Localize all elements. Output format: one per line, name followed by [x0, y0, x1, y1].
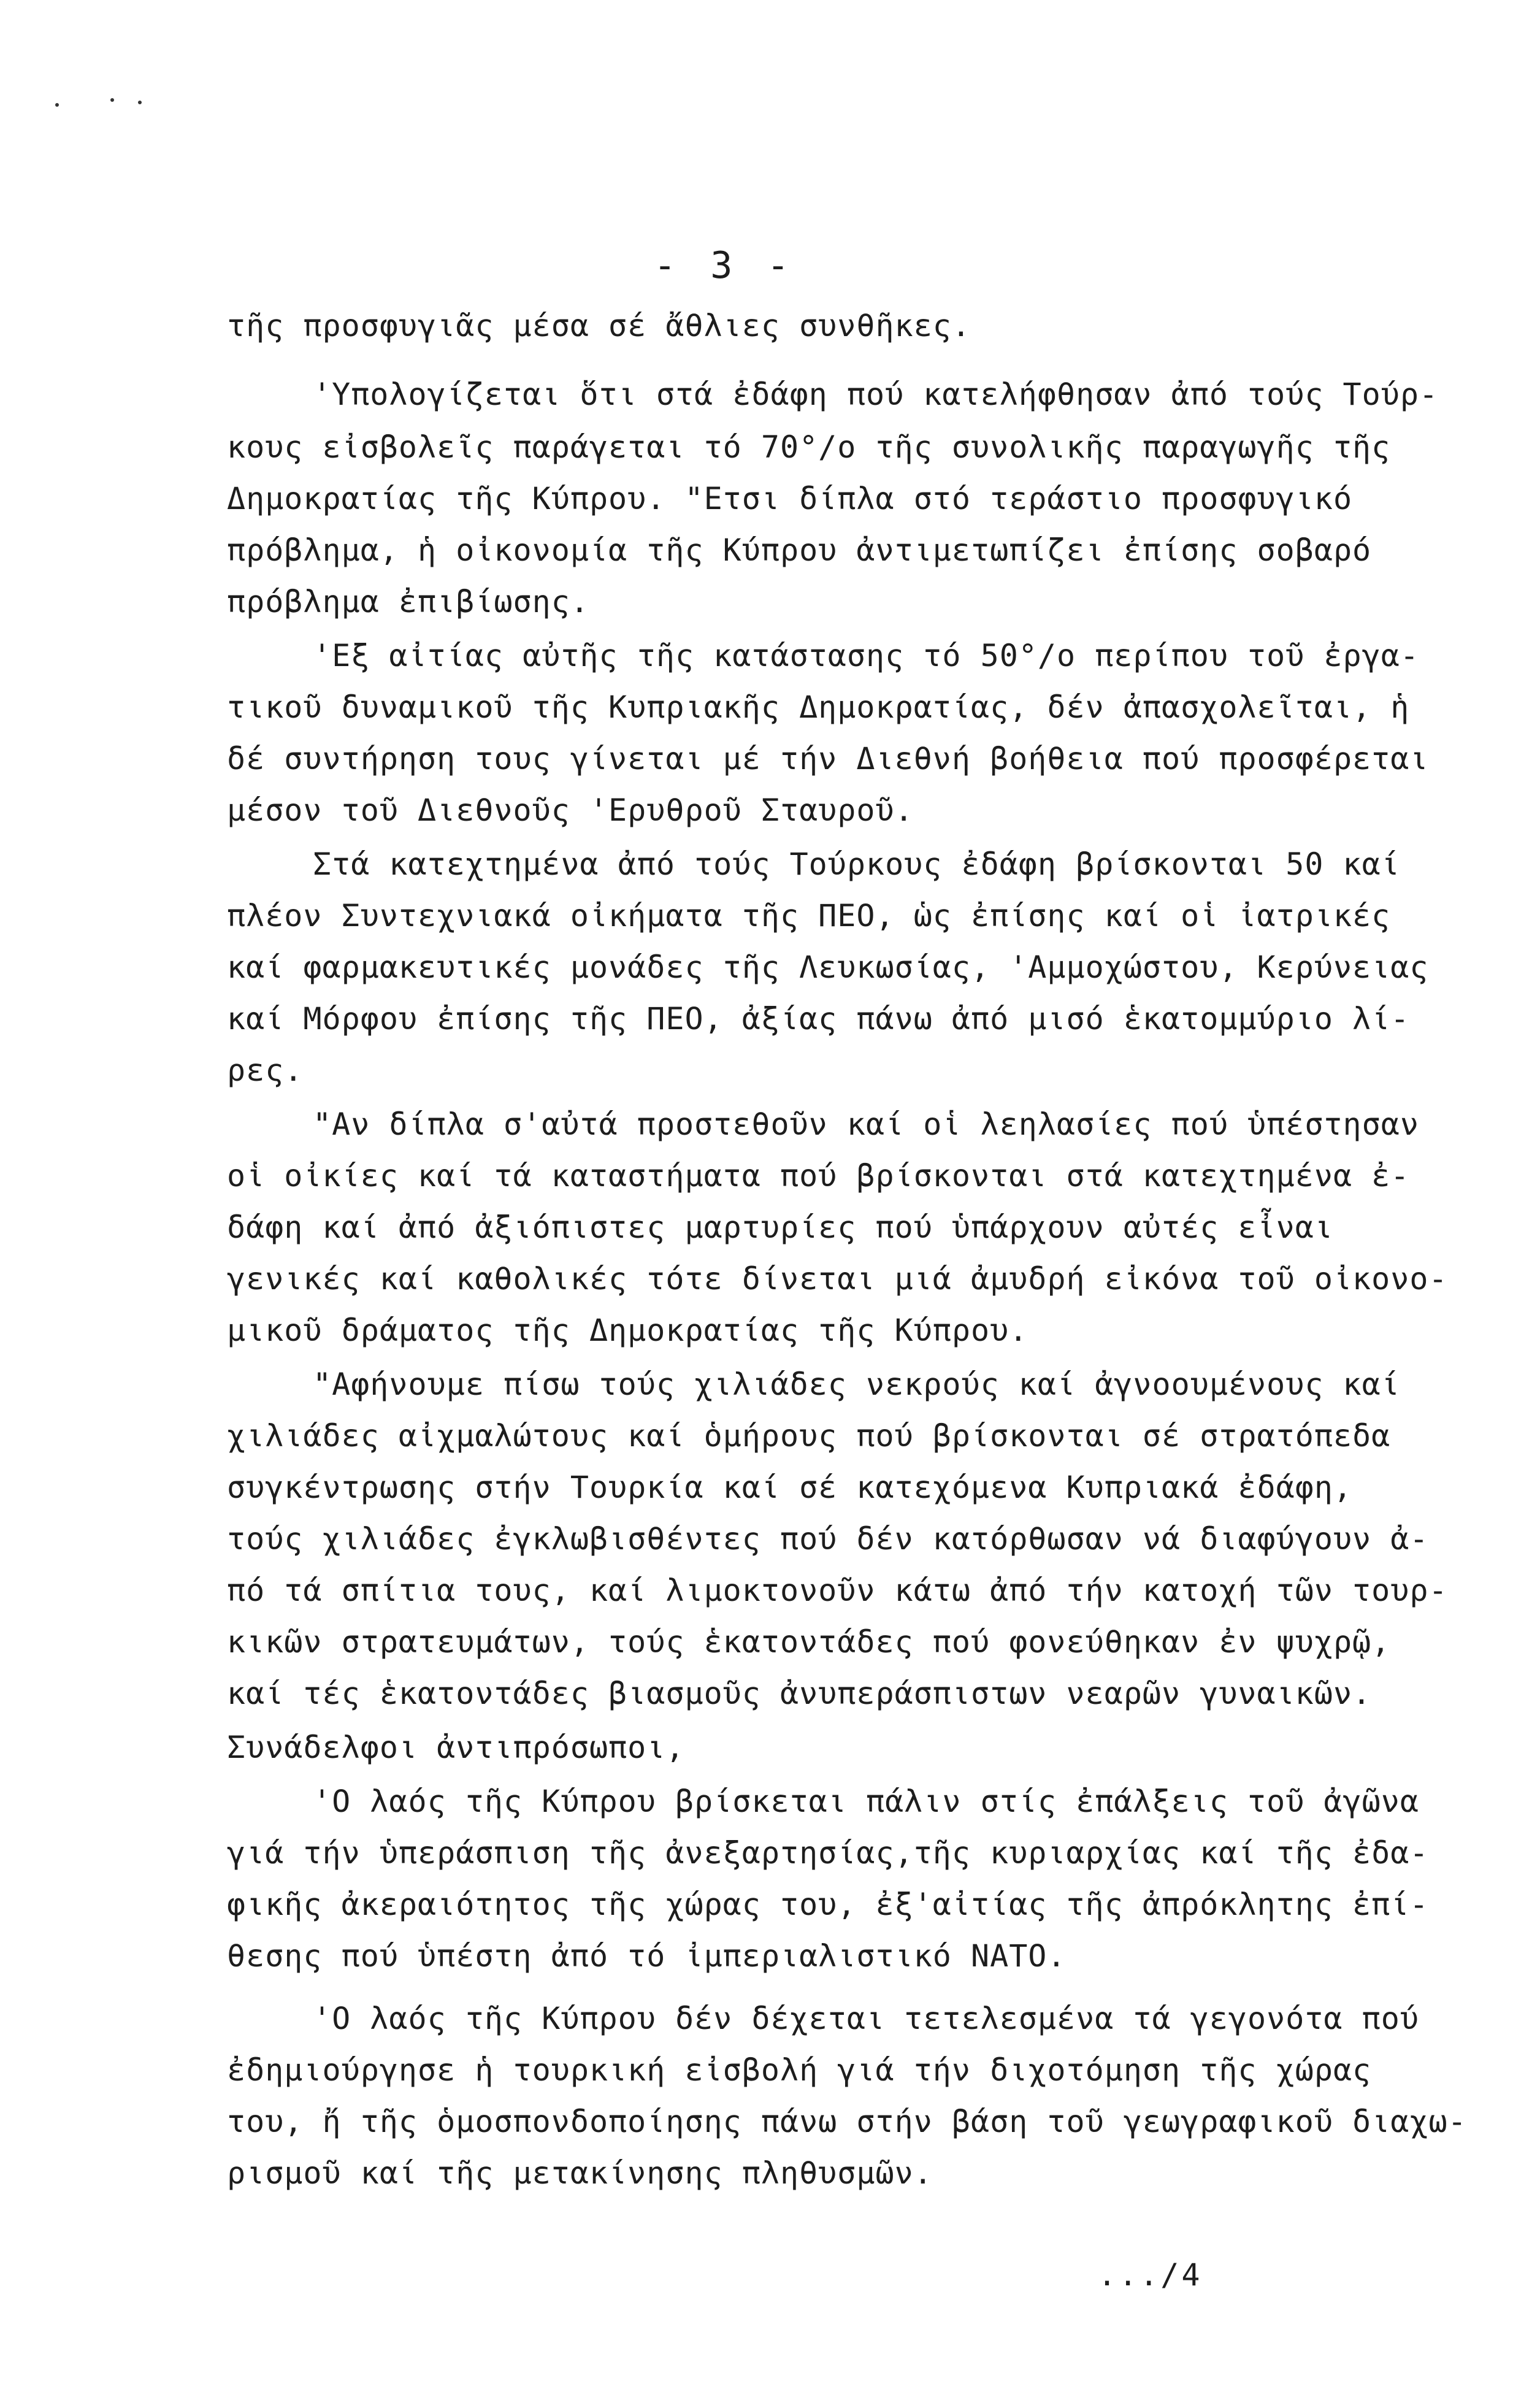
text-line: χιλιάδες αἰχμαλώτους καί ὁμήρους πού βρίσκονται σέ στρατόπεδα — [227, 1418, 1391, 1454]
text-line: τικοῦ δυναμικοῦ τῆς Κυπριακῆς Δημοκρατίας, δέν ἀπασχολεῖται, ἡ — [227, 689, 1410, 725]
text-line: Δημοκρατίας τῆς Κύπρου. "Ετσι δίπλα στό τεράστιο προσφυγικό — [227, 481, 1353, 516]
text-line: οἱ οἰκίες καί τά καταστήματα πού βρίσκονται στά κατεχτημένα ἐ- — [227, 1158, 1410, 1194]
text-line: κικῶν στρατευμάτων, τούς ἑκατοντάδες πού φονεύθηκαν ἐν ψυχρῷ, — [227, 1624, 1391, 1660]
text-line: Στά κατεχτημένα ἀπό τούς Τούρκους ἐδάφη βρίσκονται 50 καί — [313, 846, 1400, 882]
text-line: μέσον τοῦ Διεθνοῦς 'Ερυθροῦ Σταυροῦ. — [227, 792, 914, 828]
text-line: φικῆς ἀκεραιότητος τῆς χώρας του, ἐξ'αἰτίας τῆς ἀπρόκλητης ἐπί- — [227, 1887, 1429, 1922]
text-line: του, ἤ τῆς ὁμοσπονδοποίησης πάνω στήν βάση τοῦ γεωγραφικοῦ διαχω- — [227, 2104, 1467, 2139]
text-line: 'Υπολογίζεται ὅτι στά ἐδάφη πού κατελήφθησαν ἀπό τούς Τούρ- — [313, 377, 1439, 412]
text-line: πρόβλημα, ἡ οἰκονομία τῆς Κύπρου ἀντιμετωπίζει ἐπίσης σοβαρό — [227, 532, 1372, 568]
scan-speck — [55, 103, 59, 107]
text-line: κους εἰσβολεῖς παράγεται τό 70°/ο τῆς συνολικῆς παραγωγῆς τῆς — [227, 429, 1391, 465]
text-line: πλέον Συντεχνιακά οἰκήματα τῆς ΠΕΟ, ὡς ἐπίσης καί οἱ ἰατρικές — [227, 898, 1391, 934]
text-line: καί φαρμακευτικές μονάδες τῆς Λευκωσίας, 'Αμμοχώστου, Κερύνειας — [227, 949, 1429, 985]
text-line: γενικές καί καθολικές τότε δίνεται μιά ἀμυδρή εἰκόνα τοῦ οἰκονο- — [227, 1261, 1448, 1297]
text-line: ἐδημιούργησε ἡ τουρκική εἰσβολή γιά τήν διχοτόμηση τῆς χώρας — [227, 2052, 1372, 2088]
text-line: μικοῦ δράματος τῆς Δημοκρατίας τῆς Κύπρου. — [227, 1313, 1028, 1348]
text-line: Συνάδελφοι ἀντιπρόσωποι, — [227, 1730, 685, 1765]
text-line: τῆς προσφυγιᾶς μέσα σέ ἄθλιες συνθῆκες. — [227, 308, 971, 343]
text-line: 'Ο λαός τῆς Κύπρου βρίσκεται πάλιν στίς ἐπάλξεις τοῦ ἀγῶνα — [313, 1784, 1419, 1819]
scan-speck — [110, 98, 114, 102]
text-line: καί Μόρφου ἐπίσης τῆς ΠΕΟ, ἀξίας πάνω ἀπό μισό ἑκατομμύριο λί- — [227, 1001, 1410, 1037]
text-line: καί τές ἑκατοντάδες βιασμοῦς ἀνυπεράσπιστων νεαρῶν γυναικῶν. — [227, 1676, 1372, 1711]
continuation-marker: .../4 — [1098, 2257, 1203, 2293]
text-line: ρες. — [227, 1053, 304, 1088]
text-line: συγκέντρωσης στήν Τουρκία καί σέ κατεχόμενα Κυπριακά ἐδάφη, — [227, 1470, 1353, 1505]
text-line: γιά τήν ὑπεράσπιση τῆς ἀνεξαρτησίας,τῆς κυριαρχίας καί τῆς ἐδα- — [227, 1835, 1429, 1871]
text-line: 'Εξ αἰτίας αὐτῆς τῆς κατάστασης τό 50°/ο περίπου τοῦ ἐργα- — [313, 638, 1419, 673]
scan-speck — [138, 101, 142, 104]
text-line: 'Ο λαός τῆς Κύπρου δέν δέχεται τετελεσμένα τά γεγονότα πού — [313, 2001, 1419, 2036]
text-line: δέ συντήρηση τους γίνεται μέ τήν Διεθνή βοήθεια πού προσφέρεται — [227, 741, 1429, 776]
text-line: "Αν δίπλα σ'αὐτά προστεθοῦν καί οἱ λεηλασίες πού ὑπέστησαν — [313, 1106, 1419, 1142]
text-line: ρισμοῦ καί τῆς μετακίνησης πληθυσμῶν. — [227, 2155, 933, 2191]
text-line: πρόβλημα ἐπιβίωσης. — [227, 584, 589, 619]
page-number: - 3 - — [654, 244, 795, 287]
text-line: πό τά σπίτια τους, καί λιμοκτονοῦν κάτω ἀπό τήν κατοχή τῶν τουρ- — [227, 1573, 1448, 1608]
text-line: "Αφήνουμε πίσω τούς χιλιάδες νεκρούς καί ἀγνοουμένους καί — [313, 1367, 1400, 1402]
text-line: τούς χιλιάδες ἐγκλωβισθέντες πού δέν κατόρθωσαν νά διαφύγουν ἀ- — [227, 1521, 1429, 1557]
text-line: θεσης πού ὑπέστη ἀπό τό ἰμπεριαλιστικό ΝΑΤΟ. — [227, 1938, 1067, 1974]
text-line: δάφη καί ἀπό ἀξιόπιστες μαρτυρίες πού ὑπάρχουν αὐτές εἶναι — [227, 1210, 1333, 1245]
